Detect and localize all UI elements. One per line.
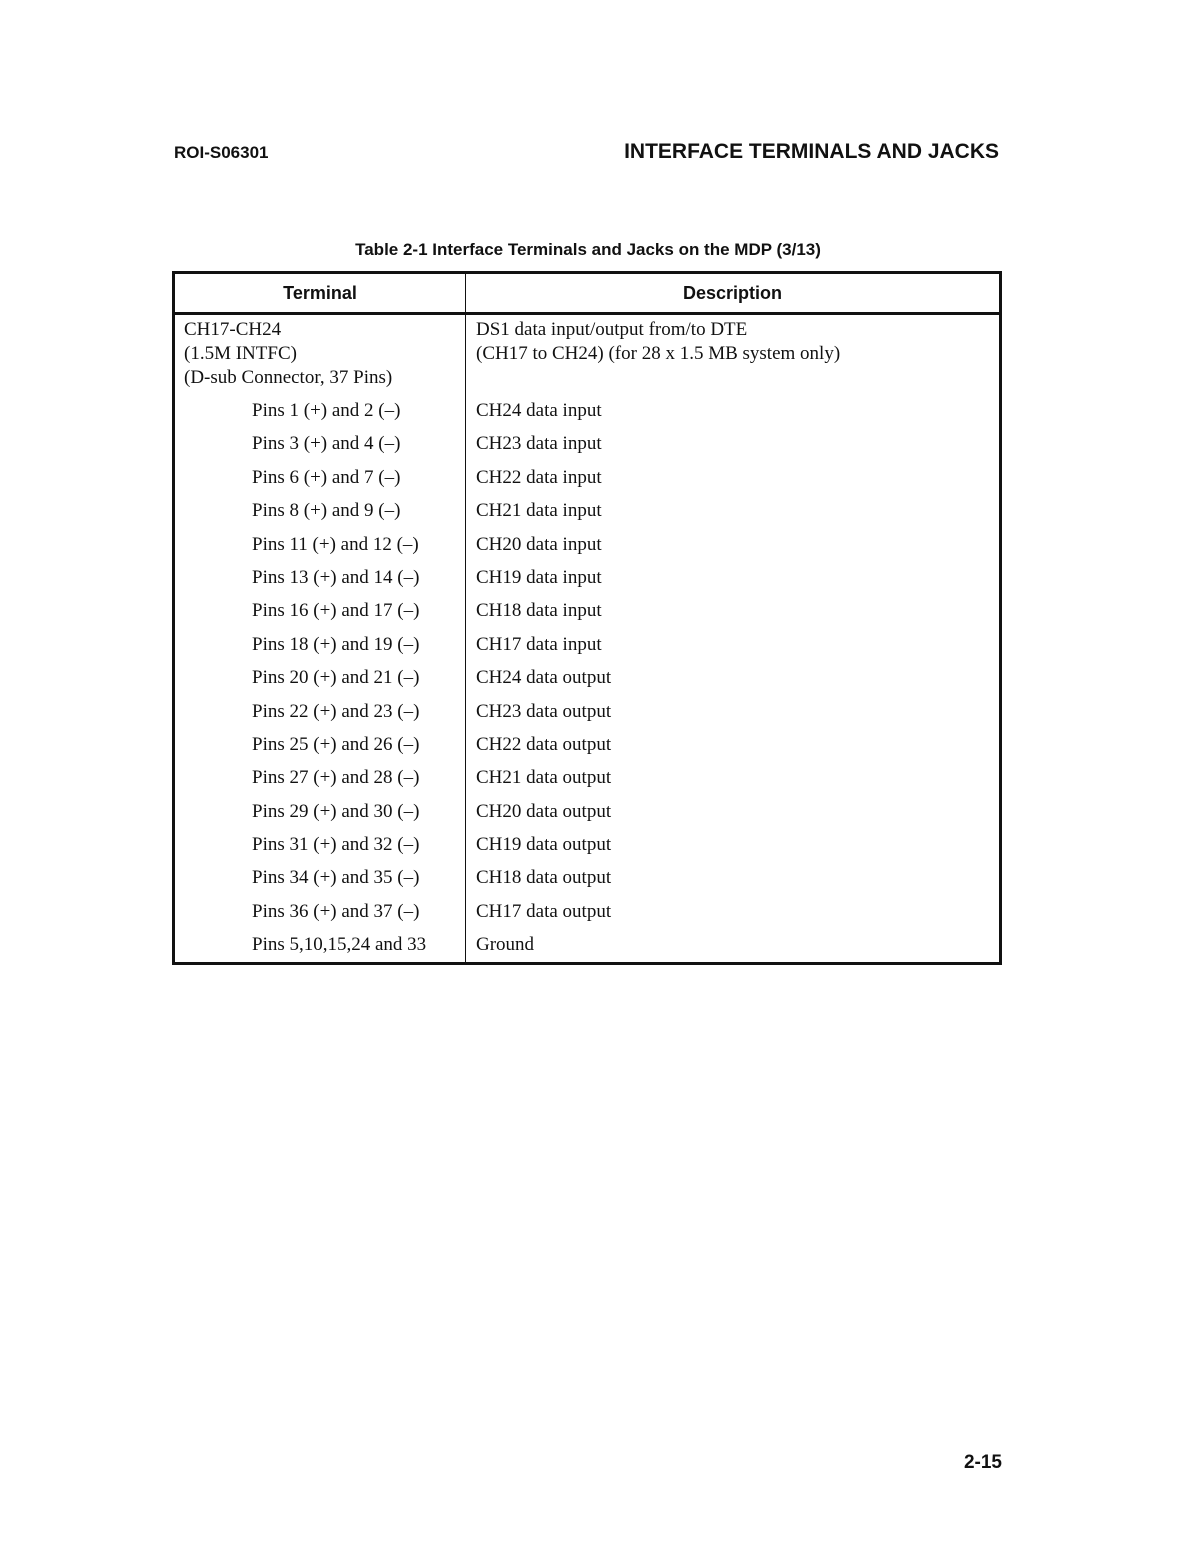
terminal-cell: Pins 36 (+) and 37 (–) [174,895,466,928]
table-row [174,728,1001,761]
table-row [174,561,1001,594]
table-row [174,795,1001,828]
table-intro-row [174,314,1001,395]
terminal-cell: Pins 5,10,15,24 and 33 [174,928,466,963]
description-cell: CH22 data input [476,466,602,488]
description-cell: CH17 data input [476,633,602,655]
terminal-cell: Pins 34 (+) and 35 (–) [174,861,466,894]
table-row [174,494,1001,527]
description-cell: CH22 data output [476,733,612,755]
table-row [174,394,1001,427]
table-row [174,928,1001,963]
description-cell: CH18 data output [476,867,612,889]
description-cell: CH21 data output [476,767,612,789]
intro-description-line: DS1 data input/output from/to DTE [476,319,748,340]
terminal-cell: Pins 6 (+) and 7 (–) [174,461,466,494]
terminal-cell: Pins 27 (+) and 28 (–) [174,761,466,794]
intro-terminal-line: (D-sub Connector, 37 Pins) [184,367,393,388]
table-row [174,895,1001,928]
column-header-description: Description [466,273,1001,314]
description-cell: CH20 data input [476,533,602,555]
description-cell: CH21 data input [476,500,602,522]
terminal-cell: Pins 16 (+) and 17 (–) [174,594,466,627]
intro-description-line: (CH17 to CH24) (for 28 x 1.5 MB system only) [476,343,841,364]
terminals-table [172,271,1002,965]
terminal-cell: Pins 1 (+) and 2 (–) [174,394,466,427]
table-caption: Table 2-1 Interface Terminals and Jacks on the MDP (3/13) [355,240,821,259]
table-header-row [174,273,1001,314]
column-header-terminal: Terminal [174,273,466,314]
intro-terminal-line: (1.5M INTFC) [184,343,297,364]
table-row [174,695,1001,728]
description-cell: CH23 data input [476,433,602,455]
document-id: ROI-S06301 [174,143,269,162]
description-cell: CH18 data input [476,600,602,622]
description-cell: CH19 data input [476,566,602,588]
table-row [174,594,1001,627]
terminal-cell: Pins 20 (+) and 21 (–) [174,661,466,694]
table-row [174,828,1001,861]
description-cell: CH24 data input [476,400,602,421]
table-row [174,661,1001,694]
table-row [174,861,1001,894]
terminal-cell: Pins 31 (+) and 32 (–) [174,828,466,861]
table-row [174,628,1001,661]
terminal-cell: Pins 25 (+) and 26 (–) [174,728,466,761]
table-row [174,528,1001,561]
terminal-cell: Pins 29 (+) and 30 (–) [174,795,466,828]
intro-terminal-line: CH17-CH24 [184,319,282,340]
description-cell: Ground [476,934,535,956]
terminal-cell: Pins 22 (+) and 23 (–) [174,695,466,728]
description-cell: CH23 data output [476,700,612,722]
intro-description-cell [466,314,1001,395]
description-cell: CH24 data output [476,667,612,689]
terminal-cell: Pins 11 (+) and 12 (–) [174,528,466,561]
section-title: INTERFACE TERMINALS AND JACKS [624,140,999,163]
terminal-cell: Pins 8 (+) and 9 (–) [174,494,466,527]
table-row [174,427,1001,460]
terminal-cell: Pins 3 (+) and 4 (–) [174,427,466,460]
description-cell: CH20 data output [476,800,612,822]
page-number: 2-15 [963,1452,1002,1473]
description-cell: CH17 data output [476,900,612,922]
table-row [174,761,1001,794]
table-row [174,461,1001,494]
intro-terminal-cell [174,314,466,395]
terminal-cell: Pins 18 (+) and 19 (–) [174,628,466,661]
terminal-cell: Pins 13 (+) and 14 (–) [174,561,466,594]
description-cell: CH19 data output [476,834,612,856]
